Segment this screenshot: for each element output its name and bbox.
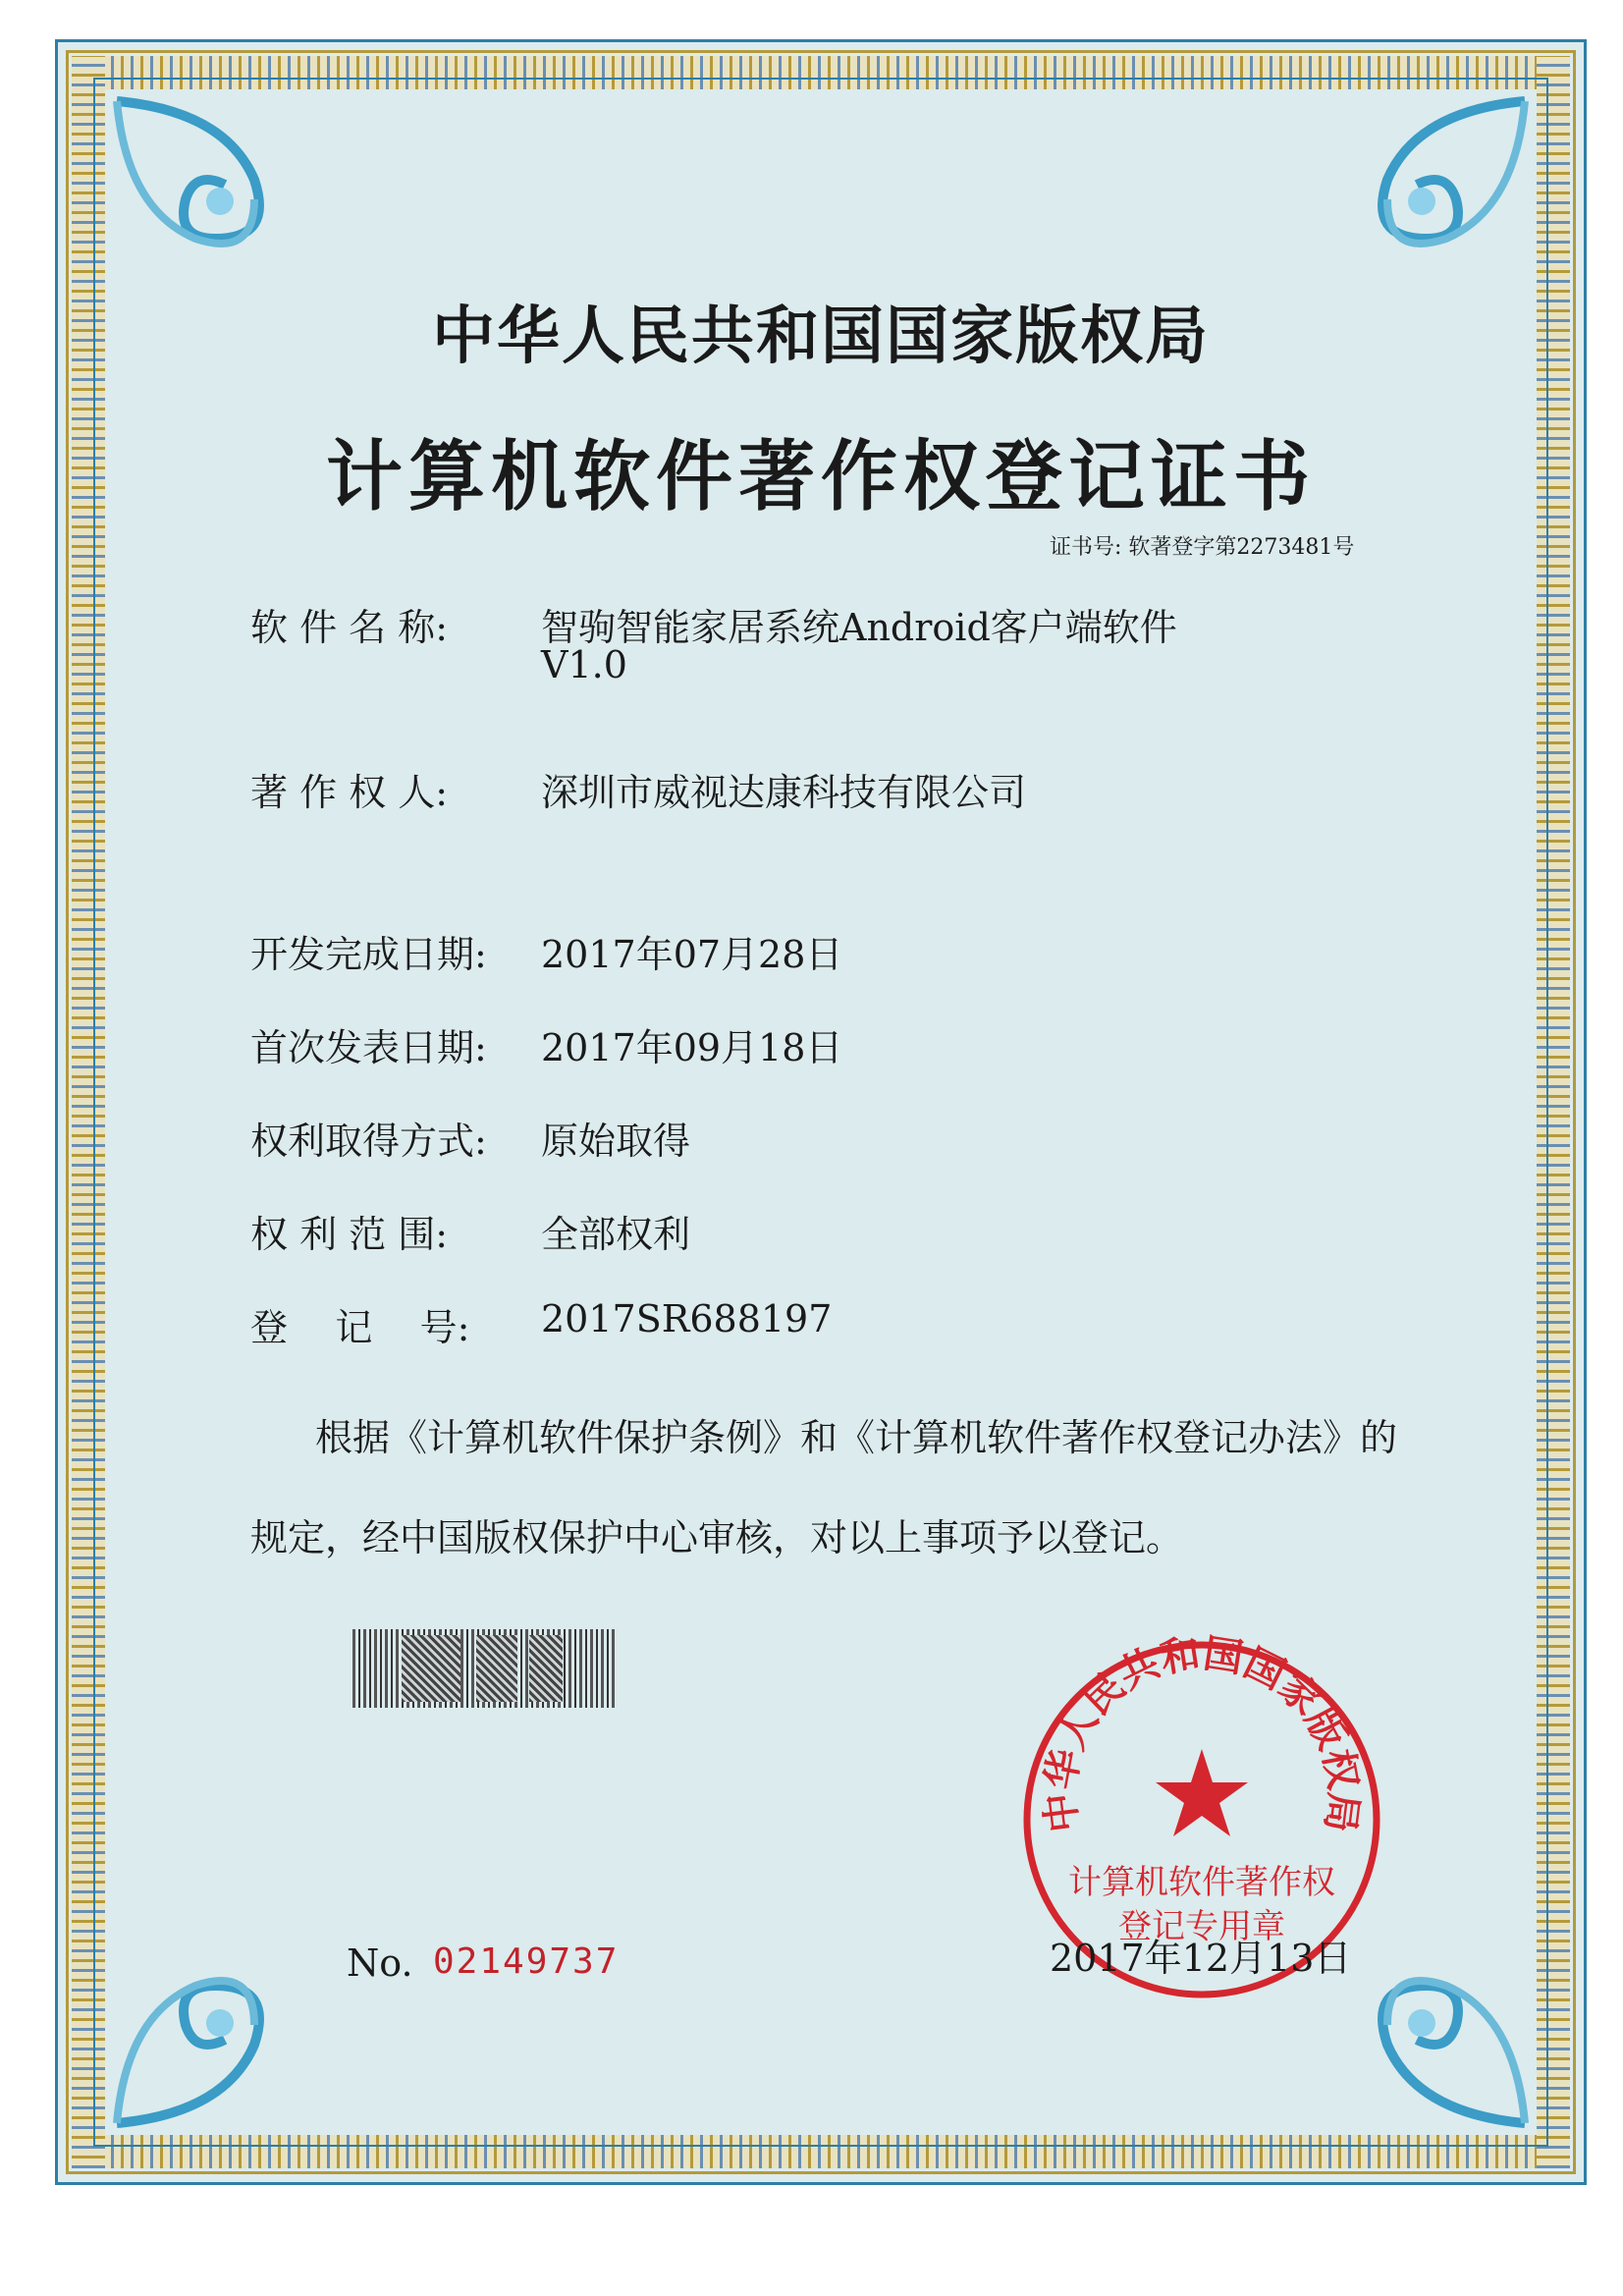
field-value-software-version: V1.0 <box>541 643 627 686</box>
field-value-registration-number: 2017SR688197 <box>541 1297 833 1340</box>
corner-ornament-bottom-left-icon <box>107 1878 362 2133</box>
statement-line-2: 规定，经中国版权保护中心审核，对以上事项予以登记。 <box>250 1516 1184 1559</box>
field-label-rights-scope: 权 利 范 围: <box>250 1213 449 1256</box>
seal-outer-text: 中华人民共和国国家版权局 <box>1036 1633 1368 1835</box>
certificate-title: 计算机软件著作权登记证书 <box>325 432 1316 521</box>
barcode-block <box>402 1635 460 1702</box>
issue-date: 2017年12月13日 <box>1050 1937 1352 1980</box>
field-label-publication-date: 首次发表日期: <box>250 1026 487 1069</box>
field-value-publication-date: 2017年09月18日 <box>541 1026 843 1069</box>
field-value-rights-scope: 全部权利 <box>541 1213 691 1256</box>
barcode <box>352 1629 616 1708</box>
seal-star-icon <box>1156 1749 1248 1836</box>
certificate-frame <box>55 39 1587 2185</box>
field-label-completion-date: 开发完成日期: <box>250 933 487 976</box>
seal-inner-line-2: 登记专用章 <box>1118 1907 1285 1946</box>
serial-number: 02149737 <box>433 1941 620 1982</box>
certificate-sheet <box>29 27 1600 2188</box>
field-value-copyright-owner: 深圳市威视达康科技有限公司 <box>541 771 1027 814</box>
field-label-acquisition-method: 权利取得方式: <box>250 1120 487 1163</box>
field-label-registration-number: 登 记 号: <box>250 1306 470 1349</box>
field-value-completion-date: 2017年07月28日 <box>541 933 843 976</box>
field-label-software-name: 软 件 名 称: <box>250 606 449 649</box>
field-label-copyright-owner: 著 作 权 人: <box>250 771 449 814</box>
statement-line-1: 根据《计算机软件保护条例》和《计算机软件著作权登记办法》的 <box>315 1416 1398 1459</box>
seal-inner-line-1: 计算机软件著作权 <box>1068 1863 1335 1902</box>
serial-label: No. <box>347 1941 413 1985</box>
issuer-title: 中华人民共和国国家版权局 <box>432 300 1210 373</box>
barcode-block <box>529 1635 563 1702</box>
certificate-number: 证书号: 软著登字第2273481号 <box>1050 535 1355 560</box>
barcode-block <box>476 1635 517 1702</box>
field-value-software-name: 智驹智能家居系统Android客户端软件 <box>541 606 1177 649</box>
field-value-acquisition-method: 原始取得 <box>541 1120 691 1163</box>
